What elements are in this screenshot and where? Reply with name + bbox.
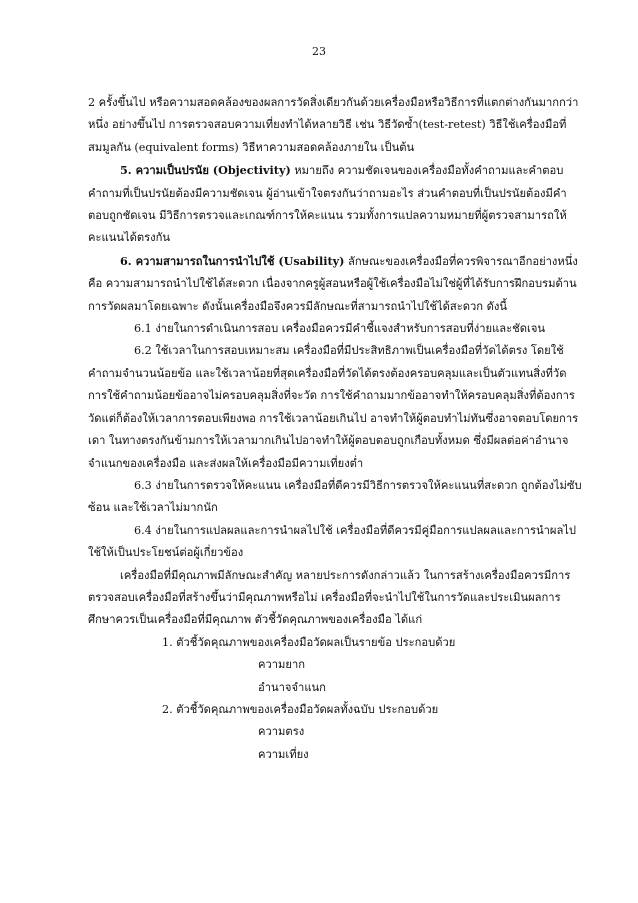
usability-text: ลักษณะของเครื่องมือที่ควรพิจารณาอีกอย่างหนึ่ง คือ ความสามารถนำไปใช้ได้สะดวก เนื่องจากครูผู้สอนหรือผู้ใช้เครื่องมือไม่ใช่ผู้ที่ได้รับการฝึกอบรมด้านการวัดผลมาโดยเฉพาะ ดังนั้นเครื่องมือจึงควรมีลักษณะที่สามารถนำไปใช้ได้สะดวก ดังนี้ — [88, 254, 578, 313]
list-item-2: 2. ตัวชี้วัดคุณภาพของเครื่องมือวัดผลทั้งฉบับ ประกอบด้วย — [162, 702, 439, 716]
heading-objectivity: 5. ความเป็นปรนัย (Objectivity) — [120, 163, 291, 178]
list-subitem: ความเที่ยง — [258, 747, 309, 761]
list-item-1: 1. ตัวชี้วัดคุณภาพของเครื่องมือวัดผลเป็นรายข้อ ประกอบด้วย — [162, 635, 456, 649]
paragraph-6-1: 6.1 ง่ายในการดำเนินการสอบ เครื่องมือควรมีคำชี้แจงสำหรับการสอบที่ง่ายและชัดเจน — [134, 322, 546, 336]
objectivity-text: หมายถึง ความชัดเจนของเครื่องมือทั้งคำถามและคำตอบ คำถามที่เป็นปรนัยต้องมีความชัดเจน ผู้อ่านเข้าใจตรงกันว่าถามอะไร ส่วนคำตอบที่เป็นปรนัยต้องมีคำตอบถูกชัดเจน มีวิธีการตรวจและเกณฑ์การให้คะแนน รวมทั้งการแปลความหมายที่ผู้ตรวจสามารถให้คะแนนได้ตรงกัน — [88, 164, 567, 245]
list-subitem: ความยาก — [258, 658, 306, 672]
list-subitem: ความตรง — [258, 725, 305, 739]
paragraph-objectivity — [88, 159, 584, 250]
paragraph-6-4: 6.4 ง่ายในการแปลผลและการนำผลไปใช้ เครื่องมือที่ดีควรมีคู่มือการแปลผลและการนำผลไปใช้ให้เป็นประโยชน์ต่อผู้เกี่ยวข้อง — [88, 523, 577, 560]
page-number: 23 — [312, 45, 326, 58]
page-body — [88, 92, 584, 766]
list-subitem: อำนาจจำแนก — [258, 680, 326, 694]
paragraph-reliability-cont: 2 ครั้งขึ้นไป หรือความสอดคล้องของผลการวัดสิ่งเดียวกันด้วยเครื่องมือหรือวิธีการที่แตกต่างกันมากกว่าหนึ่ง อย่างขึ้นไป การตรวจสอบความเที่ยงทำได้หลายวิธี เช่น วิธีวัดซ้ำ(test-retest) วิธีใช้เครื่องมือที่สมมูลกัน (equivalent forms) วิธีหาความสอดคล้องภายใน เป็นต้น — [88, 96, 579, 154]
paragraph-quality-summary: เครื่องมือที่มีคุณภาพมีลักษณะสำคัญ หลายประการดังกล่าวแล้ว ในการสร้างเครื่องมือควรมีการตรวจสอบเครื่องมือที่สร้างขึ้นว่ามีคุณภาพหรือไม่ เครื่องมือที่จะนำไปใช้ในการวัดและประเมินผลการศึกษาควรเป็นเครื่องมือที่มีคุณภาพ ตัวชี้วัดคุณภาพของเครื่องมือ ได้แก่ — [88, 568, 571, 627]
paragraph-usability — [88, 250, 584, 318]
paragraph-6-2: 6.2 ใช้เวลาในการสอบเหมาะสม เครื่องมือที่มีประสิทธิภาพเป็นเครื่องมือที่วัดได้ตรง โดยใช้คำถามจำนวนน้อยข้อ และใช้เวลาน้อยที่สุดเครื่องมือที่วัดได้ตรงต้องครอบคลุมและเป็นตัวแทนสิ่งที่วัด การใช้คำถามน้อยข้ออาจไม่ครอบคลุมสิ่งที่จะวัด การใช้คำถามมากข้ออาจทำให้ครอบคลุมสิ่งที่ต้องการวัดแต่ก็ต้องให้เวลาการตอบเพียงพอ การใช้เวลาน้อยเกินไป อาจทำให้ผู้ตอบทำไม่ทันซึ่งอาจตอบโดยการเดา ในทางตรงกันข้ามการให้เวลามากเกินไปอาจทำให้ผู้ตอบตอบถูกเกือบทั้งหมด ซึ่งมีผลต่อค่าอำนาจจำแนกของเครื่องมือ และส่งผลให้เครื่องมือมีความเที่ยงต่ำ — [88, 344, 579, 470]
heading-usability: 6. ความสามารถในการนำไปใช้ (Usability) — [120, 253, 345, 268]
paragraph-6-3: 6.3 ง่ายในการตรวจให้คะแนน เครื่องมือที่ดีควรมีวิธีการตรวจให้คะแนนที่สะดวก ถูกต้องไม่ซับซ้อน และใช้เวลาไม่มากนัก — [88, 478, 582, 515]
